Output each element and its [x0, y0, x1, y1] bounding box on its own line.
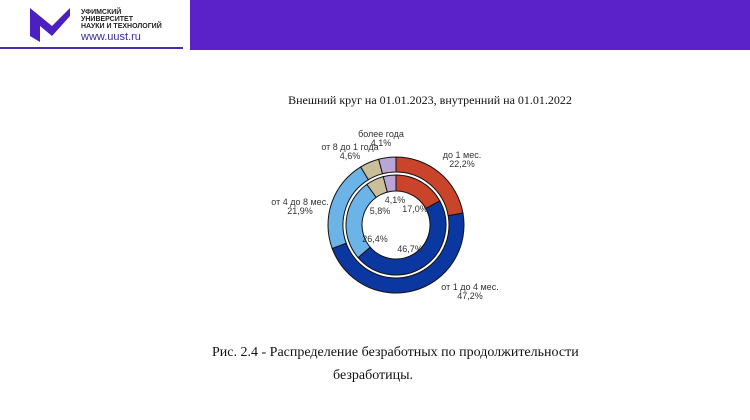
- caption-line-1: Рис. 2.4 - Распределение безработных по продолжительности: [212, 345, 579, 360]
- inner-label-0: 17,0%: [402, 204, 428, 214]
- outer-label-1: от 1 до 4 мес. 47,2%: [441, 282, 499, 301]
- university-name-1: УФИМСКИЙ: [81, 9, 122, 16]
- outer-label-0: до 1 мес. 22,2%: [442, 150, 482, 169]
- inner-label-4: 4,1%: [384, 195, 406, 205]
- inner-label-2: 26,4%: [362, 234, 388, 244]
- university-name-2: УНИВЕРСИТЕТ: [81, 16, 133, 23]
- website-link[interactable]: www.uust.ru: [81, 31, 141, 43]
- outer-label-3: от 8 до 1 года 4,6%: [321, 142, 379, 161]
- outer-label-4: более года 4,1%: [358, 129, 404, 148]
- university-name-3: НАУКИ И ТЕХНОЛОГИЙ: [81, 23, 162, 30]
- inner-label-1: 46,7%: [397, 244, 423, 254]
- caption-line-2: безработицы.: [333, 368, 414, 383]
- inner-label-3: 5,8%: [369, 206, 391, 216]
- chart-title: Внешний круг на 01.01.2023, внутренний на 01.01.2022: [288, 93, 572, 107]
- outer-label-2: от 4 до 8 мес. 21,9%: [271, 197, 329, 216]
